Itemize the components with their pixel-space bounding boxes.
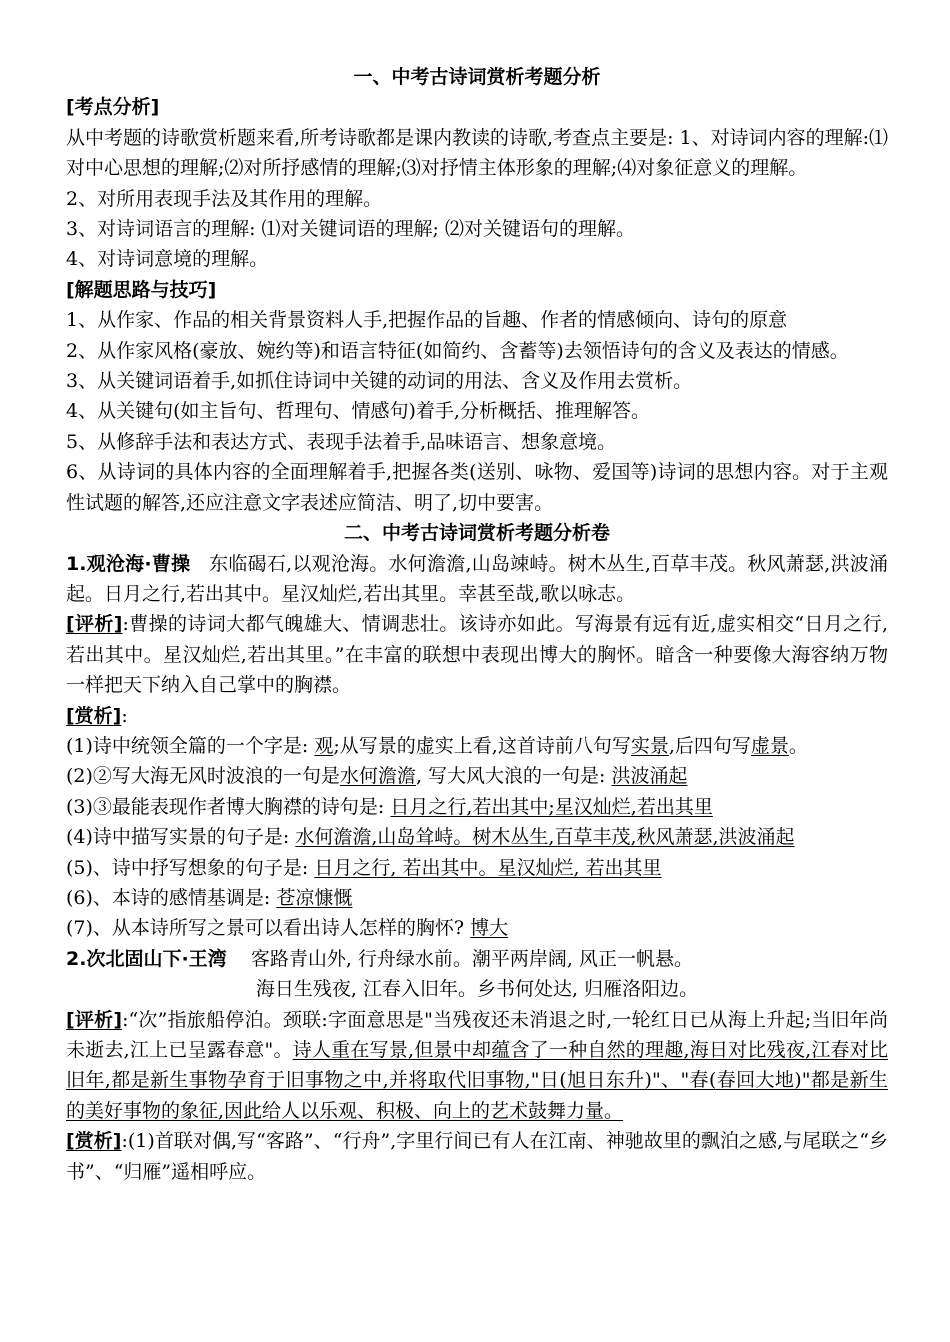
question-6-text: (6)、本诗的感情基调是: <box>66 886 277 909</box>
poem-2-pingxi <box>66 1005 888 1127</box>
jieti-para-3: 3、从关键词语着手,如抓住诗词中关键的动词的用法、含义及作用去赏析。 <box>66 370 693 393</box>
jieti-para-4: 4、从关键句(如主旨句、哲理句、情感句)着手,分析概括、推理解答。 <box>66 400 650 423</box>
question-3-answer: 日月之行,若出其中;星汉灿烂,若出其里 <box>390 795 713 818</box>
poem-2-shangxi-label: [赏析] <box>66 1130 122 1153</box>
poem-2-pingxi-underlined: 诗人重在写景,但景中却蕴含了一种自然的理趣,海日对比残夜,江春对比旧年,都是新生事物孕育于旧事物之中,并将取代旧事物,"日(旭日东升)"、"春(春回大地)"都是新生的美好事物的象征,因此给人以乐观、积极、向上的艺术鼓舞力量。 <box>66 1039 889 1122</box>
question-2-answer-1: 水何澹澹 <box>339 765 416 788</box>
question-7-answer: 博大 <box>470 917 509 940</box>
question-3-text: (3)③最能表现作者博大胸襟的诗句是: <box>66 795 391 818</box>
shangxi-label: [赏析] <box>66 704 122 727</box>
kaodian-para-1: 从中考题的诗歌赏析题来看,所考诗歌都是课内教读的诗歌,考查点主要是: 1、对诗词内容的理解:⑴对中心思想的理解;⑵对所抒感情的理解;⑶对抒情主体形象的理解;⑷对象征意义的理解。 <box>66 126 889 180</box>
poem-2-block <box>66 944 888 974</box>
question-2-answer-2: 洪波涌起 <box>611 765 688 788</box>
question-6-answer: 苍凉慷慨 <box>276 886 353 909</box>
jieti-para-2: 2、从作家风格(豪放、婉约等)和语言特征(如简约、含蓄等)去领悟诗句的含义及表达的情感。 <box>66 339 849 362</box>
poem-1-text: 东临碣石,以观沧海。水何澹澹,山岛竦峙。树木丛生,百草丰茂。秋风萧瑟,洪波涌起。日月之行,若出其中。星汉灿烂,若出其里。幸甚至哉,歌以咏志。 <box>66 552 888 605</box>
question-7 <box>66 913 888 943</box>
poem-1-heading: 1.观沧海·曹操 <box>66 552 191 575</box>
section-2-title: 二、中考古诗词赏析考题分析卷 <box>343 522 610 545</box>
question-1-answer-2: 实景 <box>630 734 669 757</box>
kaodian-para-2: 2、对所用表现手法及其作用的理解。 <box>66 187 383 210</box>
question-1-text-d: 。 <box>788 734 808 757</box>
question-2 <box>66 761 888 791</box>
poem-2-heading: 2.次北固山下·王湾 <box>66 947 227 970</box>
question-1 <box>66 731 888 761</box>
question-2-text-a: (2)②写大海无风时波浪的一句是 <box>66 765 340 788</box>
kaodian-heading: [考点分析] <box>66 96 160 119</box>
section-1-title: 一、中考古诗词赏析考题分析 <box>353 66 601 88</box>
jieti-para-6: 6、从诗词的具体内容的全面理解着手,把握各类(送别、咏物、爱国等)诗词的思想内容。对于主观性试题的解答,还应注意文字表述应简洁、明了,切中要害。 <box>66 461 888 514</box>
question-6 <box>66 883 888 913</box>
poem-1-block <box>66 549 888 610</box>
question-1-text-c: ,后四句写 <box>668 734 751 757</box>
poem-2-pingxi-text: :“次”指旅船停泊。颈联:字面意思是"当残夜还未消退之时,一轮红日已从海上升起;当旧年尚未逝去,江上已呈露春意"。 <box>66 1008 888 1061</box>
question-5 <box>66 853 888 883</box>
poem-2-pingxi-label: [评析] <box>66 1008 123 1031</box>
shangxi-colon: : <box>121 704 128 727</box>
question-7-text: (7)、从本诗所写之景可以看出诗人怎样的胸怀? <box>66 917 471 940</box>
document-page <box>66 62 888 1187</box>
poem-2-shangxi <box>66 1126 888 1187</box>
kaodian-para-3: 3、对诗词语言的理解: ⑴对关键词语的理解; ⑵对关键语句的理解。 <box>66 218 635 241</box>
question-2-text-b: , 写大风大浪的一句是: <box>415 765 612 788</box>
kaodian-para-4: 4、对诗词意境的理解。 <box>66 248 269 271</box>
pingxi-text: :曹操的诗词大都气魄雄大、情调悲壮。该诗亦如此。写海景有远有近,虚实相交“日月之行,若出其中。星汉灿烂,若出其里。”在丰富的联想中表现出博大的胸怀。暗含一种要像大海容纳万物一样把天下纳入自己掌中的胸襟。 <box>66 613 888 697</box>
poem-1-shangxi <box>66 701 888 731</box>
question-1-text-b: ;从写景的虚实上看,这首诗前八句写 <box>333 734 631 757</box>
question-1-text-a: (1)诗中统领全篇的一个字是: <box>66 734 315 757</box>
jieti-para-5: 5、从修辞手法和表达方式、表现手法着手,品味语言、想象意境。 <box>66 430 617 453</box>
poem-2-shangxi-text: :(1)首联对偶,写“客路”、“行舟”,字里行间已有人在江南、神驰故里的飘泊之感,与尾联之“乡书”、“归雁”遥相呼应。 <box>66 1130 888 1183</box>
question-1-answer-3: 虚景 <box>750 734 789 757</box>
question-4-answer: 水何澹澹,山岛耸峙。树木丛生,百草丰茂,秋风萧瑟,洪波涌起 <box>295 826 795 849</box>
question-5-text: (5)、诗中抒写想象的句子是: <box>66 856 315 879</box>
question-4 <box>66 822 888 852</box>
pingxi-label: [评析] <box>66 613 123 636</box>
poem-2-line-1: 客路青山外, 行舟绿水前。潮平两岸阔, 风正一帆悬。 <box>250 947 693 970</box>
poem-1-pingxi <box>66 609 888 700</box>
question-4-text: (4)诗中描写实景的句子是: <box>66 826 296 849</box>
jieti-heading: [解题思路与技巧] <box>66 278 217 301</box>
jieti-para-1: 1、从作家、作品的相关背景资料人手,把握作品的旨趣、作者的情感倾向、诗句的原意 <box>66 309 788 332</box>
question-3 <box>66 792 888 822</box>
poem-2-line-2: 海日生残夜, 江春入旧年。乡书何处达, 归雁洛阳边。 <box>255 978 699 1001</box>
question-5-answer: 日月之行, 若出其中。星汉灿烂, 若出其里 <box>314 856 662 879</box>
question-1-answer-1: 观 <box>314 734 334 757</box>
